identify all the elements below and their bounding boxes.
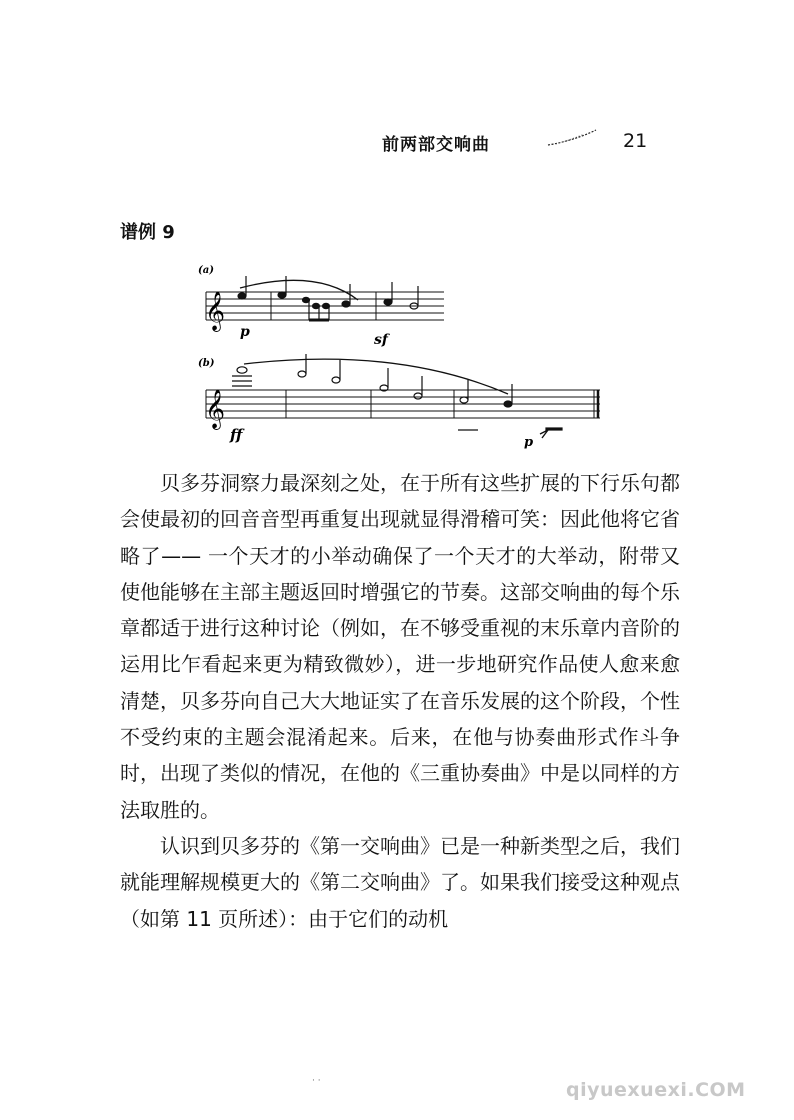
- dynamic-p-a: p: [240, 324, 250, 340]
- header-title: 前两部交响曲: [382, 135, 490, 155]
- dynamic-ff-b: ff: [230, 426, 243, 444]
- paragraph: 认识到贝多芬的《第一交响曲》已是一种新类型之后，我们就能理解规模更大的《第二交响曲》了。如果我们接受这种观点（如第 11 页所述）：由于它们的动机: [120, 833, 680, 931]
- staff-a-label: (a): [198, 265, 214, 276]
- staff-b: [206, 390, 600, 418]
- dynamic-sf-a: sf: [374, 332, 388, 348]
- dynamic-p-b: p: [524, 435, 534, 450]
- example-label: 谱例 9: [120, 222, 175, 243]
- footer-dots: · ·: [312, 1076, 321, 1086]
- music-score: [196, 262, 606, 450]
- paragraph: 贝多芬洞察力最深刻之处，在于所有这些扩展的下行乐句都会使最初的回音音型再重复出现就显得滑稽可笑：因此他将它省略了—— 一个天才的小举动确保了一个天才的大举动，附带又使他能够在主部主题返回时增强它的节奏。这部交响曲的每个乐章都适于进行这种讨论（例如，在不够受重视的末乐章内音阶的运用比乍看起来更为精致微妙），进一步地研究作品使人愈来愈清楚，贝多芬向自己大大地证实了在音乐发展的这个阶段，个性不受约束的主题会混淆起来。后来，在他与协奏曲形式作斗争时，出现了类似的情况，在他的《三重协奏曲》中是以同样的方法取胜的。: [120, 471, 680, 822]
- running-header: [380, 128, 660, 158]
- watermark: qiyuexuexi.COM: [566, 1079, 746, 1101]
- slur-a: [240, 280, 358, 300]
- header-ornament-icon: [546, 128, 598, 150]
- staff-b-label: (b): [198, 358, 215, 369]
- treble-clef-b-icon: 𝄞: [205, 389, 226, 429]
- treble-clef-a-icon: 𝄞: [205, 291, 226, 331]
- page-number: 21: [623, 130, 648, 152]
- staff-b-notes: [232, 354, 562, 438]
- body-text: [120, 465, 680, 937]
